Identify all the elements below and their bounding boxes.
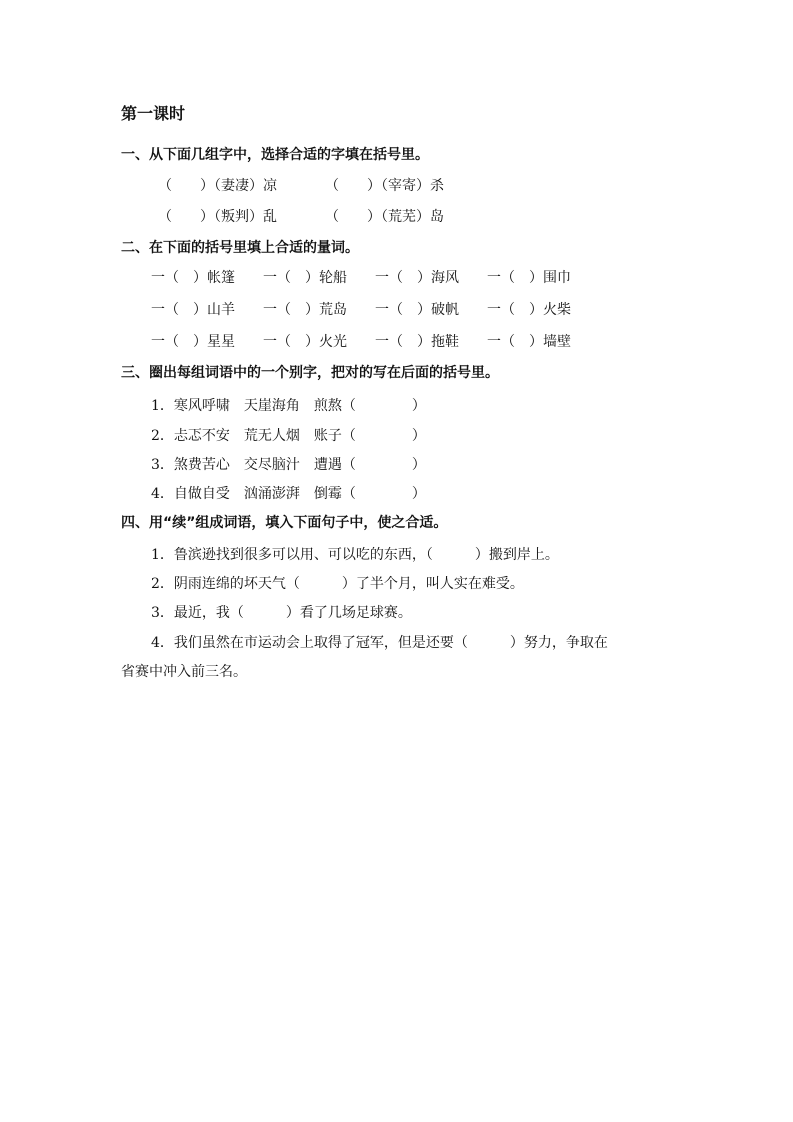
section-1-heading: 一、从下面几组字中，选择合适的字填在括号里。 bbox=[121, 147, 429, 163]
sentence-item: 3．最近，我（ ）看了几场足球赛。 bbox=[151, 605, 412, 621]
typo-item: 4．自做自受 汹涌澎湃 倒霉（ ） bbox=[151, 486, 426, 502]
section-2-heading: 二、在下面的括号里填上合适的量词。 bbox=[121, 240, 359, 256]
section-1-item: （ ）（妻凄）凉 bbox=[158, 178, 277, 194]
measure-word-item: 一（ ）火柴 bbox=[487, 302, 571, 318]
measure-word-item: 一（ ）墙壁 bbox=[487, 334, 571, 350]
section-3-heading: 三、圈出每组词语中的一个别字，把对的写在后面的括号里。 bbox=[121, 365, 499, 381]
sentence-item: 2．阴雨连绵的坏天气（ ）了半个月，叫人实在难受。 bbox=[151, 576, 524, 592]
section-1-item: （ ）（宰寄）杀 bbox=[325, 178, 444, 194]
measure-word-item: 一（ ）破帆 bbox=[375, 302, 459, 318]
sentence-item: 1．鲁滨逊找到很多可以用、可以吃的东西，（ ）搬到岸上。 bbox=[151, 547, 559, 563]
measure-word-item: 一（ ）海风 bbox=[375, 270, 459, 286]
measure-word-item: 一（ ）拖鞋 bbox=[375, 334, 459, 350]
sentence-item: 4．我们虽然在市运动会上取得了冠军，但是还要（ ）努力，争取在 bbox=[151, 635, 608, 651]
measure-word-item: 一（ ）星星 bbox=[151, 334, 235, 350]
measure-word-item: 一（ ）山羊 bbox=[151, 302, 235, 318]
measure-word-item: 一（ ）围巾 bbox=[487, 270, 571, 286]
measure-word-item: 一（ ）帐篷 bbox=[151, 270, 235, 286]
sentence-continuation: 省赛中冲入前三名。 bbox=[121, 664, 247, 680]
measure-word-item: 一（ ）火光 bbox=[263, 334, 347, 350]
typo-item: 3．煞费苦心 交尽脑汁 遭遇（ ） bbox=[151, 457, 426, 473]
section-1-item: （ ）（叛判）乱 bbox=[158, 209, 277, 225]
section-1-item: （ ）（荒芜）岛 bbox=[325, 209, 444, 225]
typo-item: 1．寒风呼啸 天崖海角 煎熬（ ） bbox=[151, 398, 426, 414]
section-4-heading: 四、用“续”组成词语，填入下面句子中，使之合适。 bbox=[121, 515, 448, 531]
typo-item: 2．忐忑不安 荒无人烟 账子（ ） bbox=[151, 428, 426, 444]
page-title: 第一课时 bbox=[121, 104, 186, 123]
measure-word-item: 一（ ）轮船 bbox=[263, 270, 347, 286]
measure-word-item: 一（ ）荒岛 bbox=[263, 302, 347, 318]
